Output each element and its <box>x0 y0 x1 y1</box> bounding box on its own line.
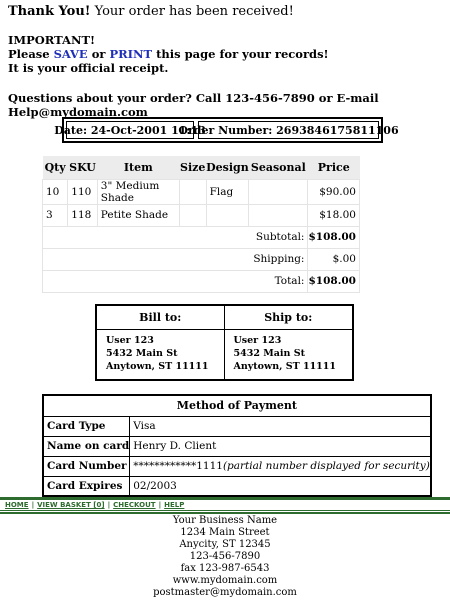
nav-checkout-link[interactable]: CHECKOUT <box>113 501 156 509</box>
card-expires-value: 02/2003 <box>130 476 431 496</box>
nav-separator: | <box>107 501 111 509</box>
footer-phone: 123-456-7890 <box>189 551 261 562</box>
ship-to-city: Anytown, ST 11111 <box>233 361 337 372</box>
name-on-card-label: Name on card <box>43 436 130 456</box>
cell-size <box>179 204 206 226</box>
card-expires-label: Card Expires <box>43 476 130 496</box>
bill-to-city: Anytown, ST 11111 <box>106 361 209 372</box>
card-number-note: (partial number displayed for security) <box>222 460 430 472</box>
order-items-table <box>42 156 360 293</box>
nav-separator: | <box>158 501 162 509</box>
card-number-value: ************1111 <box>133 460 223 472</box>
important-heading: IMPORTANT! <box>8 33 96 47</box>
nav-view-basket-link[interactable]: VIEW BASKET [0] <box>37 501 105 509</box>
subtotal-row <box>43 226 360 248</box>
card-number-cell <box>130 456 431 476</box>
footer-street: 1234 Main Street <box>180 527 270 538</box>
cell-size <box>179 179 206 204</box>
table-row <box>43 456 431 476</box>
shipping-row <box>43 248 360 270</box>
thank-you-message <box>8 4 294 19</box>
shipping-label: Shipping: <box>43 248 308 270</box>
important-notice <box>8 33 329 75</box>
table-header-row <box>43 156 360 179</box>
cell-qty: 3 <box>43 204 68 226</box>
footer-fax: fax 123-987-6543 <box>180 563 270 574</box>
subtotal-label: Subtotal: <box>43 226 308 248</box>
cell-seasonal <box>249 204 308 226</box>
order-info-box <box>54 117 399 143</box>
cell-qty: 10 <box>43 179 68 204</box>
payment-table <box>42 394 432 497</box>
col-size: Size <box>179 156 206 179</box>
card-type-label: Card Type <box>43 416 130 436</box>
nav-bar <box>0 497 450 511</box>
cell-sku: 110 <box>68 179 98 204</box>
please-text: Please <box>8 47 54 61</box>
bill-to-title: Bill to: <box>97 306 224 330</box>
total-label: Total: <box>43 270 308 292</box>
save-link[interactable]: SAVE <box>53 47 88 61</box>
ship-to-street: 5432 Main St <box>233 348 305 359</box>
or-text: or <box>87 47 110 61</box>
footer-website-link[interactable]: www.mydomain.com <box>172 575 278 586</box>
table-row <box>43 416 431 436</box>
nav-separator: | <box>31 501 35 509</box>
ship-to-section <box>225 306 353 379</box>
bill-to-address <box>97 330 224 373</box>
col-price: Price <box>308 156 360 179</box>
col-sku: SKU <box>68 156 98 179</box>
cell-price: $90.00 <box>308 179 360 204</box>
bill-to-section <box>97 306 225 379</box>
nav-help-link[interactable]: HELP <box>164 501 185 509</box>
thank-you-rest: Your order has been received! <box>90 4 294 19</box>
col-seasonal: Seasonal <box>249 156 308 179</box>
subtotal-value: $108.00 <box>308 226 360 248</box>
records-text: this page for your records! <box>152 47 329 61</box>
ship-to-name: User 123 <box>233 335 282 346</box>
cell-price: $18.00 <box>308 204 360 226</box>
cell-design: Flag <box>206 179 249 204</box>
card-type-value: Visa <box>130 416 431 436</box>
save-print-line <box>8 47 329 61</box>
name-on-card-value: Henry D. Client <box>130 436 431 456</box>
cell-design <box>206 204 249 226</box>
nav-divider <box>0 512 450 514</box>
receipt-text: It is your official receipt. <box>8 61 169 75</box>
thank-you-bold: Thank You! <box>8 4 91 19</box>
order-number: Order Number: 2693846175811106 <box>198 121 379 139</box>
cell-seasonal <box>249 179 308 204</box>
total-value: $108.00 <box>308 270 360 292</box>
total-row <box>43 270 360 292</box>
payment-title: Method of Payment <box>43 395 431 416</box>
table-row <box>43 179 360 204</box>
nav-home-link[interactable]: HOME <box>5 501 29 509</box>
footer-email-link[interactable]: postmaster@mydomain.com <box>153 587 297 598</box>
cell-item: 3" Medium Shade <box>97 179 179 204</box>
cell-item: Petite Shade <box>97 204 179 226</box>
order-date: Date: 24-Oct-2001 11:13 <box>66 121 194 139</box>
shipping-value: $.00 <box>308 248 360 270</box>
footer-business-name: Your Business Name <box>172 515 278 526</box>
cell-sku: 118 <box>68 204 98 226</box>
business-footer <box>0 515 450 599</box>
print-link[interactable]: PRINT <box>109 47 153 61</box>
col-item: Item <box>97 156 179 179</box>
card-number-label: Card Number <box>43 456 130 476</box>
col-design: Design <box>206 156 249 179</box>
address-box <box>95 304 354 381</box>
col-qty: Qty <box>43 156 68 179</box>
ship-to-title: Ship to: <box>225 306 353 330</box>
questions-line: Questions about your order? Call 123-456-7890 or E-mail Help@mydomain.com <box>8 91 379 119</box>
bill-to-name: User 123 <box>106 335 154 346</box>
payment-title-row <box>43 395 431 416</box>
bill-to-street: 5432 Main St <box>106 348 178 359</box>
table-row <box>43 476 431 496</box>
table-row <box>43 436 431 456</box>
table-row <box>43 204 360 226</box>
footer-city: Anycity, ST 12345 <box>179 539 271 550</box>
ship-to-address <box>225 330 353 373</box>
